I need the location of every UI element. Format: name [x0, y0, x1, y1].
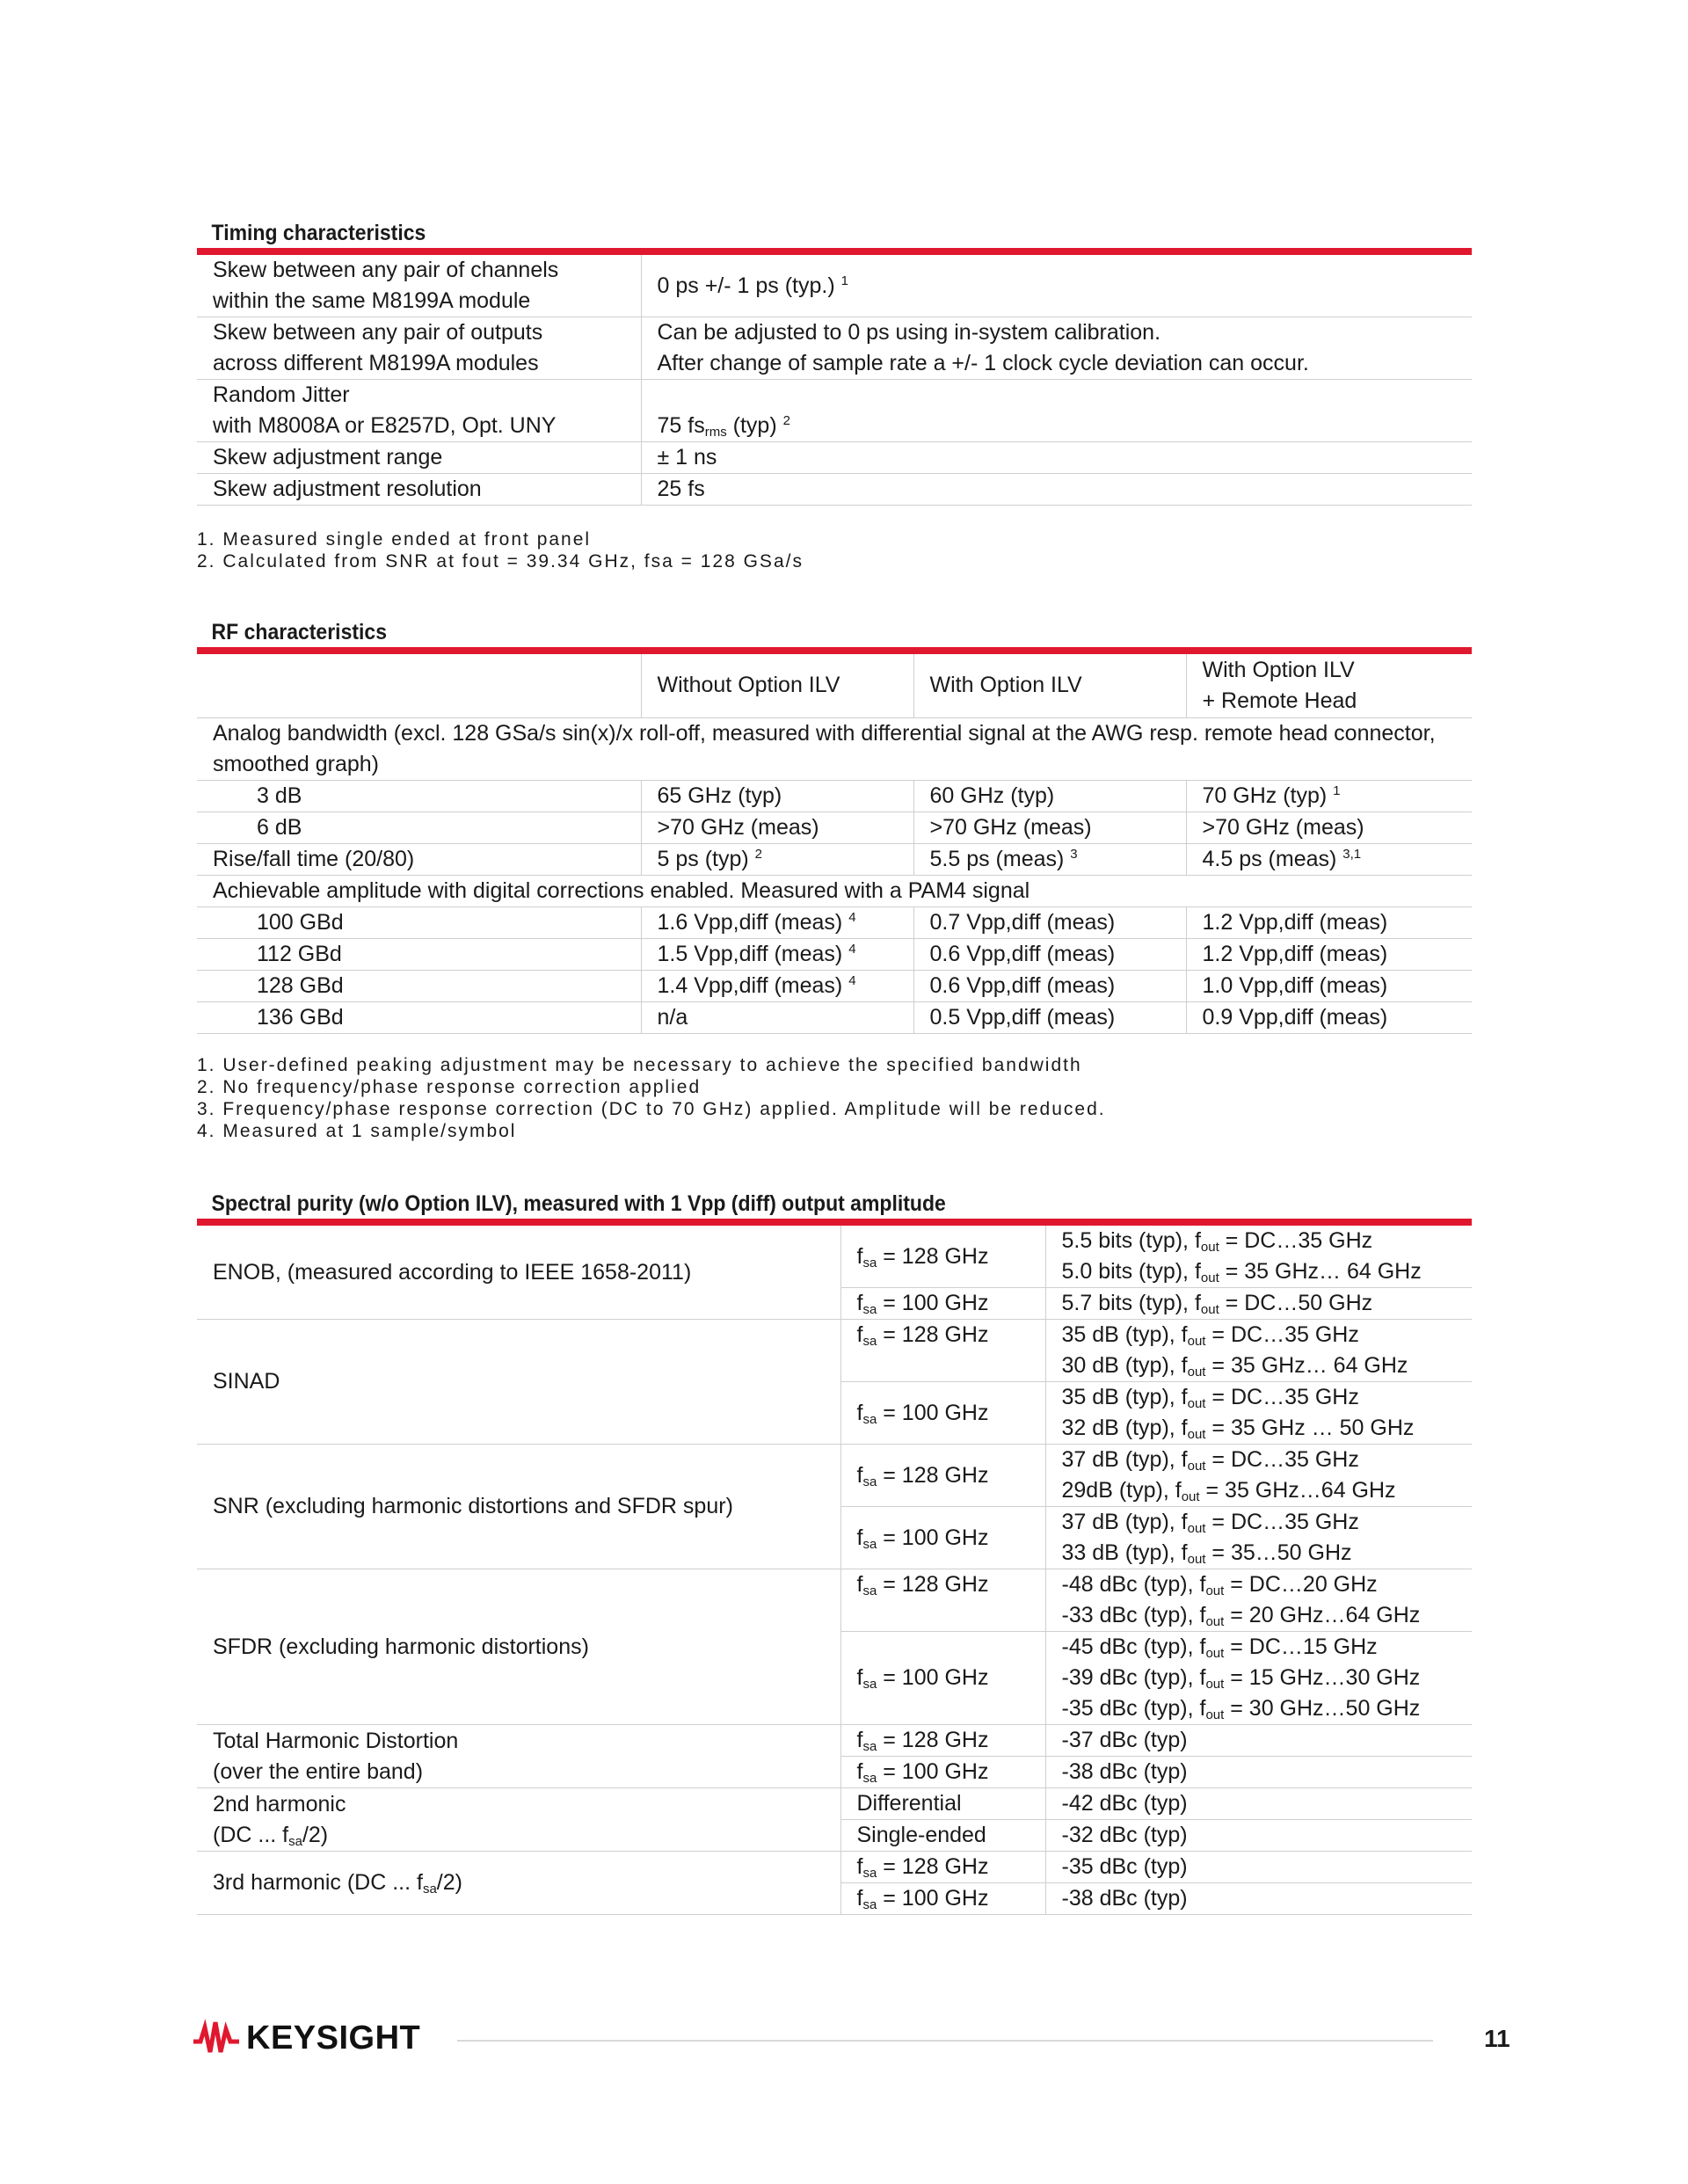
table-row: ENOB, (measured according to IEEE 1658-2011) $f_{sa} = 128$ GHz 5.5 bits (typ), $f_{out}$ = DC…35 GHz 5.0 bits (typ), $f_{out} = 35$ GHz… 64 GHz: [197, 1226, 1472, 1288]
column-header: With Option ILV: [913, 654, 1186, 717]
param-cell: Random Jitter with M8008A or E8257D, Opt. UNY: [197, 380, 641, 442]
footnote: 3. Frequency/phase response correction (DC to 70 GHz) applied. Amplitude will be reduced.: [197, 1099, 1106, 1119]
table-row: $f_{sa} = 100$ GHz 35 dB (typ), $f_{out}$ = DC…35 GHz 32 dB (typ), $f_{out} = 35$ GHz … 50 GHz: [197, 1382, 1472, 1445]
table-row: [197, 474, 1472, 506]
table-row: $f_{sa} = 100$ GHz 5.7 bits (typ), $f_{out}$ = DC…50 GHz: [197, 1288, 1472, 1320]
value-cell: 75 $fs_{rms}$ (typ) $^2$: [641, 380, 1472, 442]
rf-title: RF characteristics: [211, 620, 387, 644]
table-row: 112 GBd 1.5 Vpp,diff (meas) $^4$ 0.6 Vpp,diff (meas) 1.2 Vpp,diff (meas): [197, 938, 1472, 970]
footnote: 1. User-defined peaking adjustment may be necessary to achieve the specified bandwidth: [197, 1055, 1082, 1075]
spectral-title: Spectral purity (w/o Option ILV), measured with 1 Vpp (diff) output amplitude: [211, 1191, 946, 1216]
param-cell: Skew adjustment resolution: [197, 474, 641, 506]
page-number: 11: [1484, 2025, 1510, 2052]
table-row: [197, 654, 1472, 717]
table-row: [197, 380, 1472, 442]
table-row: 136 GBd n/a 0.5 Vpp,diff (meas) 0.9 Vpp,diff (meas): [197, 1001, 1472, 1033]
table-row: 100 GBd 1.6 Vpp,diff (meas) $^4$ 0.7 Vpp,diff (meas) 1.2 Vpp,diff (meas): [197, 906, 1472, 938]
column-header: With Option ILV + Remote Head: [1186, 654, 1472, 717]
table-row: 128 GBd 1.4 Vpp,diff (meas) $^4$ 0.6 Vpp,diff (meas) 1.0 Vpp,diff (meas): [197, 970, 1472, 1001]
rf-table: [197, 654, 1472, 1034]
table-row: 6 dB >70 GHz (meas) >70 GHz (meas) >70 GHz (meas): [197, 812, 1472, 843]
keysight-logo: [192, 2019, 420, 2057]
timing-table: [197, 255, 1472, 506]
column-header: Without Option ILV: [641, 654, 913, 717]
table-row: $f_{sa} = 100$ GHz -45 dBc (typ), $f_{out}$ = DC…15 GHz -39 dBc (typ), $f_{out} = 15$ GHz…30 GHz -35 dBc (typ), $f_{out} = 30$ GHz…50 GHz: [197, 1632, 1472, 1725]
footnote: 2. Calculated from SNR at fout = 39.34 GHz, fsa = 128 GSa/s: [197, 551, 804, 571]
table-row: SNR (excluding harmonic distortions and SFDR spur) $f_{sa} = 128$ GHz 37 dB (typ), $f_{out}$ = DC…35 GHz 29dB (typ), $f_{out} = 35$ GHz…64 GHz: [197, 1445, 1472, 1507]
table-row: $f_{sa} = 100$ GHz 37 dB (typ), $f_{out}$ = DC…35 GHz 33 dB (typ), $f_{out}$ = 35…50 GHz: [197, 1507, 1472, 1569]
timing-section: [197, 218, 1472, 506]
value-cell: 0 ps +/- 1 ps (typ.) $^1$: [641, 255, 1472, 317]
group-label: Analog bandwidth (excl. 128 GSa/s sin(x)/x roll-off, measured with differential signal at the AWG resp. remote head connector, smoothed graph): [197, 717, 1472, 780]
value-cell: Can be adjusted to 0 ps using in-system calibration. After change of sample rate a +/- 1 clock cycle deviation can occur.: [641, 317, 1472, 380]
timing-red-bar: [197, 248, 1472, 255]
table-row: SINAD $f_{sa} = 128$ GHz 35 dB (typ), $f_{out}$ = DC…35 GHz 30 dB (typ), $f_{out} = 35$ GHz… 64 GHz: [197, 1320, 1472, 1382]
timing-footnotes: [197, 528, 804, 572]
param-cell: Skew adjustment range: [197, 442, 641, 474]
table-row: 2nd harmonic (DC ... $f_{sa}/2$) Differential -42 dBc (typ): [197, 1788, 1472, 1820]
param-cell: Skew between any pair of channels within the same M8199A module: [197, 255, 641, 317]
footer-divider: [457, 2040, 1433, 2042]
table-row: [197, 717, 1472, 780]
logo-text: KEYSIGHT: [246, 2019, 421, 2057]
table-row: [197, 442, 1472, 474]
rf-section: [197, 617, 1472, 1034]
spectral-section: [197, 1189, 1472, 1915]
table-row: Rise/fall time (20/80) 5 ps (typ) $^2$ 5.5 ps (meas) $^3$ 4.5 ps (meas) $^{3,1}$: [197, 843, 1472, 875]
table-row: [197, 255, 1472, 317]
table-row: [197, 317, 1472, 380]
timing-title: Timing characteristics: [211, 221, 426, 245]
param-cell: Skew between any pair of outputs across different M8199A modules: [197, 317, 641, 380]
table-row: $f_{sa} = 100$ GHz -38 dBc (typ): [197, 1883, 1472, 1915]
table-row: Single-ended -32 dBc (typ): [197, 1820, 1472, 1852]
table-row: 3 dB 65 GHz (typ) 60 GHz (typ) 70 GHz (typ) $^1$: [197, 780, 1472, 812]
footnote: 4. Measured at 1 sample/symbol: [197, 1121, 517, 1141]
rf-footnotes: [197, 1054, 1106, 1142]
table-row: SFDR (excluding harmonic distortions) $f_{sa} = 128$ GHz -48 dBc (typ), $f_{out}$ = DC…20 GHz -33 dBc (typ), $f_{out} = 20$ GHz…64 GHz: [197, 1569, 1472, 1632]
value-cell: 25 fs: [641, 474, 1472, 506]
table-row: Total Harmonic Distortion (over the entire band) $f_{sa} = 128$ GHz -37 dBc (typ): [197, 1725, 1472, 1757]
spectral-table: [197, 1226, 1472, 1915]
table-row: 3rd harmonic (DC ... $f_{sa}/2$) $f_{sa} = 128$ GHz -35 dBc (typ): [197, 1852, 1472, 1883]
rf-red-bar: [197, 647, 1472, 654]
spectral-red-bar: [197, 1219, 1472, 1226]
footnote: 2. No frequency/phase response correction applied: [197, 1077, 702, 1097]
table-row: $f_{sa} = 100$ GHz -38 dBc (typ): [197, 1757, 1472, 1788]
keysight-wave-icon: [192, 2019, 241, 2057]
group-label: Achievable amplitude with digital corrections enabled. Measured with a PAM4 signal: [197, 875, 1472, 906]
value-cell: ± 1 ns: [641, 442, 1472, 474]
footnote: 1. Measured single ended at front panel: [197, 529, 592, 550]
table-row: [197, 875, 1472, 906]
